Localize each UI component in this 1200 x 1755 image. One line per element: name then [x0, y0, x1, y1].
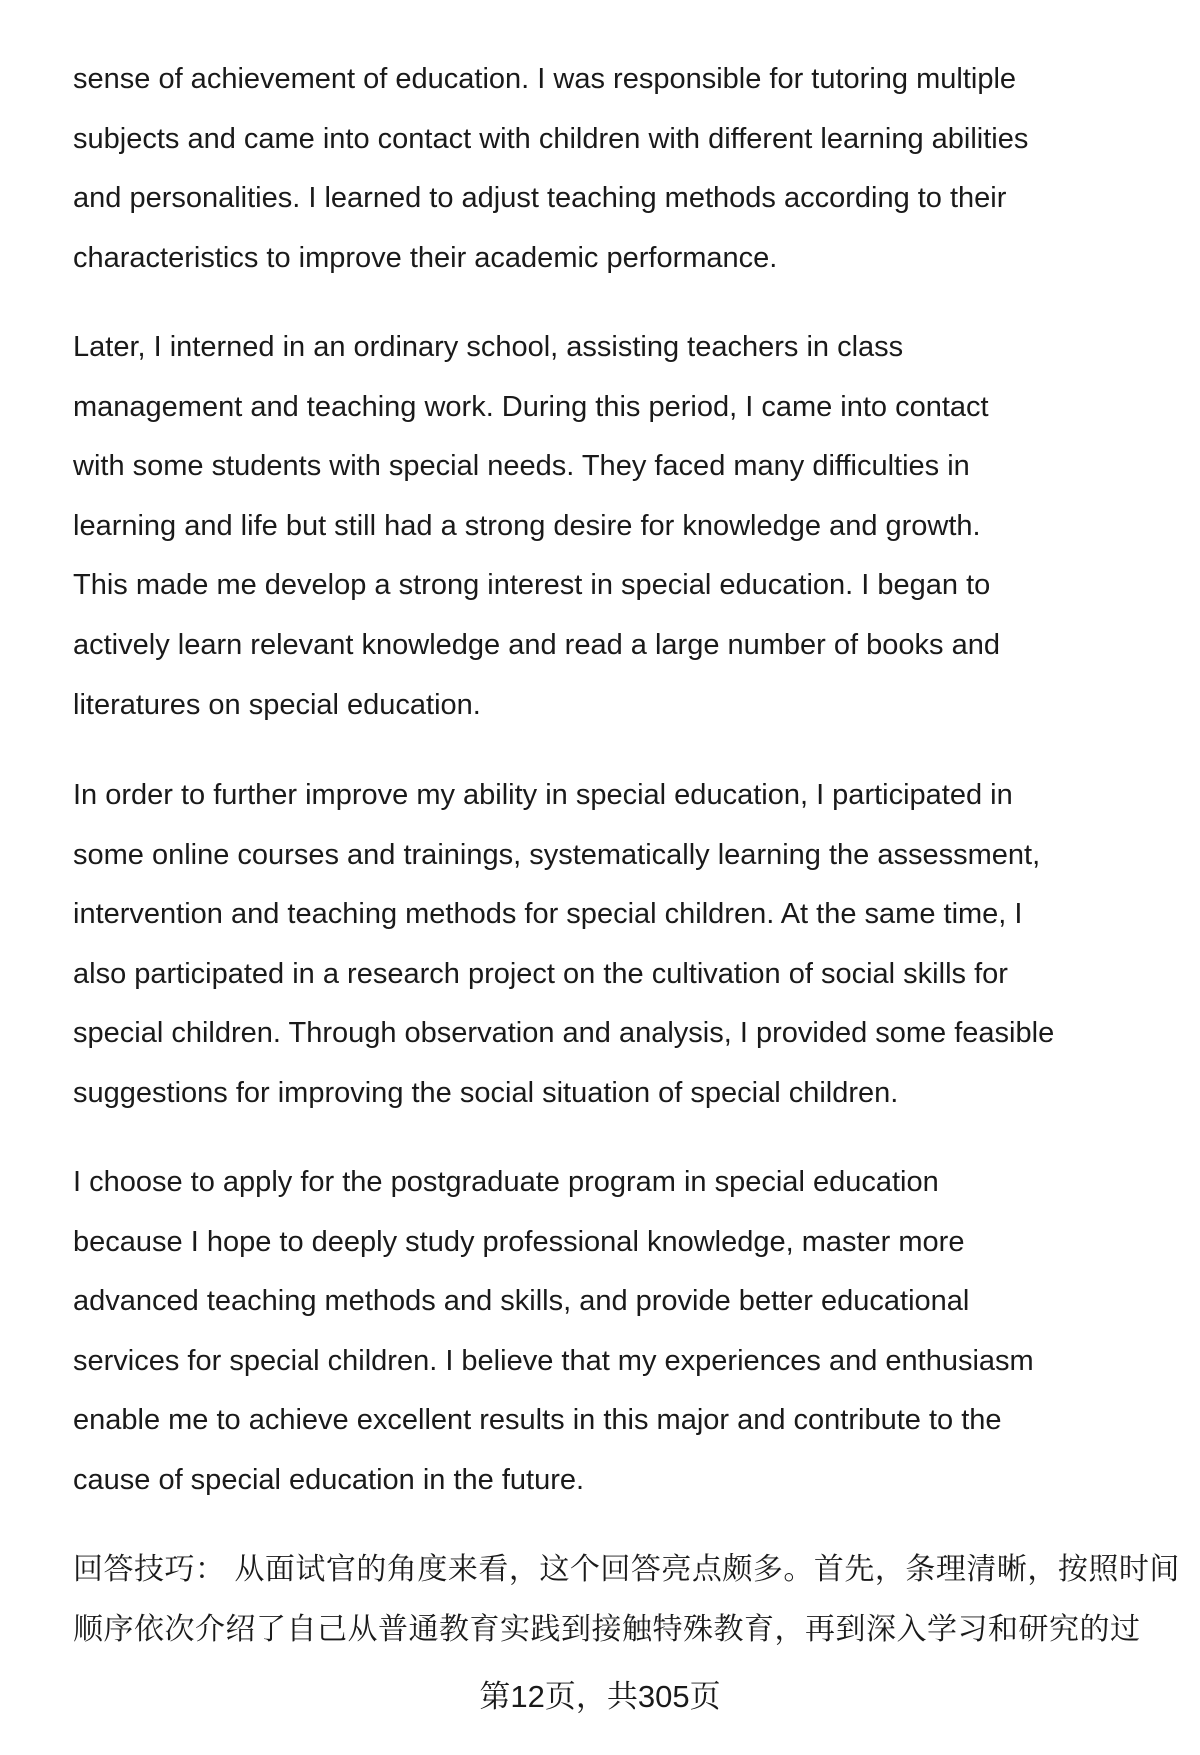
text-line: management and teaching work. During this period, I came into contact — [73, 390, 989, 423]
text-line: cause of special education in the future. — [73, 1463, 585, 1496]
text-line: 回答技巧： 从面试官的角度来看，这个回答亮点颇多。首先，条理清晰，按照时间 — [73, 1553, 1180, 1586]
text-line: In order to further improve my ability in special education, I participated in — [73, 779, 1013, 811]
text-line: and personalities. I learned to adjust teaching methods according to their — [73, 182, 1007, 215]
text-line: I choose to apply for the postgraduate program in special education — [73, 1166, 939, 1198]
paragraph-1 — [73, 50, 1183, 288]
text-line: intervention and teaching methods for special children. At the same time, I — [73, 898, 1023, 931]
text-line: learning and life but still had a strong desire for knowledge and growth. — [73, 509, 981, 542]
text-line: special children. Through observation and analysis, I provided some feasible — [73, 1017, 1055, 1050]
page-number: 第12页，共305页 — [479, 1679, 721, 1714]
text-line: 顺序依次介绍了自己从普通教育实践到接触特殊教育，再到深入学习和研究的过 — [73, 1612, 1141, 1646]
text-line: advanced teaching methods and skills, and provide better educational — [73, 1285, 970, 1318]
text-line: enable me to achieve excellent results in this major and contribute to the — [73, 1404, 1002, 1437]
text-line: with some students with special needs. They faced many difficulties in — [73, 450, 970, 483]
text-line: suggestions for improving the social situation of special children. — [73, 1076, 899, 1109]
text-line: services for special children. I believe that my experiences and enthusiasm — [73, 1344, 1034, 1377]
text-line: characteristics to improve their academic performance. — [73, 241, 778, 274]
paragraph-4 — [73, 1153, 1183, 1511]
text-line: also participated in a research project on the cultivation of social skills for — [73, 957, 1008, 990]
text-line: subjects and came into contact with children with different learning abilities — [73, 122, 1029, 155]
text-line: some online courses and trainings, systematically learning the assessment, — [73, 838, 1041, 871]
answer-tips — [73, 1540, 1183, 1659]
paragraph-2 — [73, 318, 1183, 735]
text-line: sense of achievement of education. I was responsible for tutoring multiple — [73, 63, 1017, 95]
text-line: This made me develop a strong interest in special education. I began to — [73, 569, 991, 602]
text-line: Later, I interned in an ordinary school, assisting teachers in class — [73, 331, 904, 363]
paragraph-3 — [73, 766, 1183, 1124]
text-line: actively learn relevant knowledge and read a large number of books and — [73, 628, 1000, 661]
text-line: literatures on special education. — [73, 688, 481, 721]
text-line: because I hope to deeply study professional knowledge, master more — [73, 1225, 965, 1258]
